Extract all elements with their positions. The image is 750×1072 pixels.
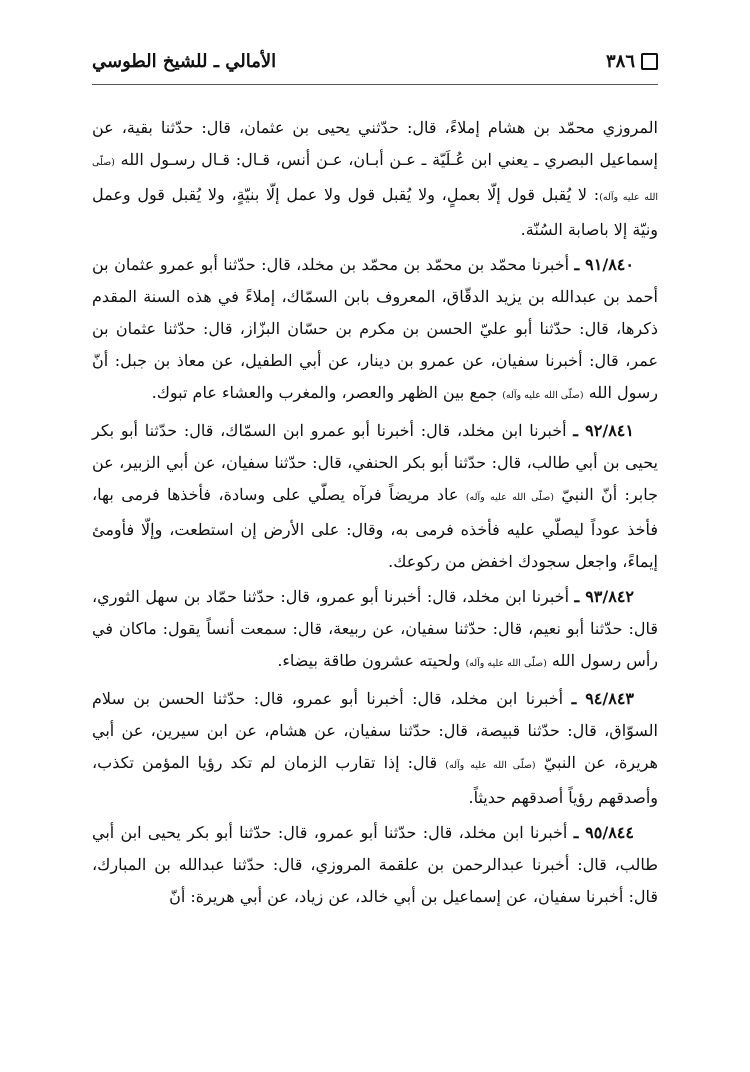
running-title: الأمالي ـ للشيخ الطوسي [92,50,277,72]
paragraph-text: : لا يُقبل قول إلّا بعملٍ، ولا يُقبل قول ولا عمل إلّا بنيّةٍ، ولا يُقبل قول وعمل ونيّة إلا باصابة السُنّة. [92,185,658,239]
page-body [92,112,658,916]
hadith-number: ٩٢/٨٤١ ـ [573,421,634,440]
blessing-formula: (صلّى الله عليه وآله) [92,157,658,203]
paragraph-text: أخبرنا ابن مخلد، قال: أخبرنا أبو عمرو، قال: حدّثنا حمّاد بن سهل الثوري، قال: حدّثنا أبو نعيم، قال: حدّثنا سفيان، عن ربيعة، قال: سمعت أنساً يقول: ماكان في رأس رسول الله [92,587,658,670]
blessing-formula: (صلّى الله عليه وآله) [502,390,584,401]
header-divider [92,84,658,85]
paragraph-text: أخبرنا محمّد بن محمّد بن محمّد بن مخلد، قال: حدّثنا أبو عمرو عثمان بن أحمد بن عبدالله بن يزيد الدقّاق، المعروف بابن السمّاك، إملاءً في هذه السنة المقدم ذكرها، قال: حدّثنا أبو عليّ الحسن بن مكرم بن حسّان البزّاز، قال: حدّثنا عثمان بن عمر، قال: أخبرنا سفيان، عن عمرو بن دينار، عن أبي الطفيل، عن معاذ بن جبل: أنّ رسول الله [92,255,658,402]
hadith-paragraph [92,581,658,680]
paragraph-text: عاد مريضاً فرآه يصلّي على وسادة، فأخذها فرمى بها، فأخذ عوداً ليصلّي عليه فأخذه فرمى به، وقال: على الأرض إن استطعت، وإلّا فأومئ إيماءً، واجعل سجودك اخفض من ركوعك. [92,485,658,571]
hadith-number: ٩١/٨٤٠ ـ [574,255,634,274]
page-number-group [606,51,658,72]
paragraph-text: جمع بين الظهر والعصر، والمغرب والعشاء عام تبوك. [151,383,498,402]
hadith-number: ٩٤/٨٤٣ ـ [571,689,635,708]
paragraph [92,112,658,246]
square-icon [641,53,658,70]
paragraph-text: قال: إذا تقارب الزمان لم تكد رؤيا المؤمن تكذب، وأصدقهم رؤياً أصدقهم حديثاً. [92,753,658,807]
paragraph-text: أخبرنا ابن مخلد، قال: حدّثنا أبو عمرو، قال: حدّثنا أبو بكر يحيى ابن أبي طالب، قال: أخبرنا عبدالرحمن بن علقمة المروزي، قال: حدّثنا عبدالله بن المبارك، قال: أخبرنا سفيان، عن إسماعيل بن أبي خالد، عن زياد، عن أبي هريرة: أنّ [92,823,658,906]
page-header [92,44,658,78]
hadith-paragraph [92,683,658,814]
hadith-number: ٩٣/٨٤٢ ـ [574,587,635,606]
hadith-paragraph [92,415,658,578]
hadith-paragraph [92,817,658,913]
paragraph-text: أخبرنا ابن مخلد، قال: أخبرنا أبو عمرو، قال: حدّثنا الحسن بن سلام السوّاق، قال: حدّثنا قبيصة، قال: حدّثنا سفيان، عن هشام، عن ابن سيرين، عن أبي هريرة، عن النبيّ [92,689,658,772]
paragraph-text: أخبرنا ابن مخلد، قال: أخبرنا أبو عمرو ابن السمّاك، قال: حدّثنا أبو بكر يحيى بن أبي طالب، قال: حدّثنا أبو بكر الحنفي، قال: حدّثنا سفيان، عن أبي الزبير، عن جابر: أنّ النبيّ [92,421,658,504]
blessing-formula: (صلّى الله عليه وآله) [445,760,536,771]
blessing-formula: (صلّى الله عليه وآله) [465,658,547,669]
paragraph-text: ولحيته عشرون طاقة بيضاء. [277,651,461,670]
hadith-number: ٩٥/٨٤٤ ـ [573,823,634,842]
hadith-paragraph [92,249,658,412]
paragraph-text: المروزي محمّد بن هشام إملاءً، قال: حدّثني يحيى بن عثمان، قال: حدّثنا بقية، عن إسماعيل البصري ـ يعني ابن عُـلَيّة ـ عـن أبـان، عـن أنس، قـال: قـال رسـول الله [92,118,658,169]
page-number: ٣٨٦ [605,50,635,72]
blessing-formula: (صلّى الله عليه وآله) [465,492,554,503]
